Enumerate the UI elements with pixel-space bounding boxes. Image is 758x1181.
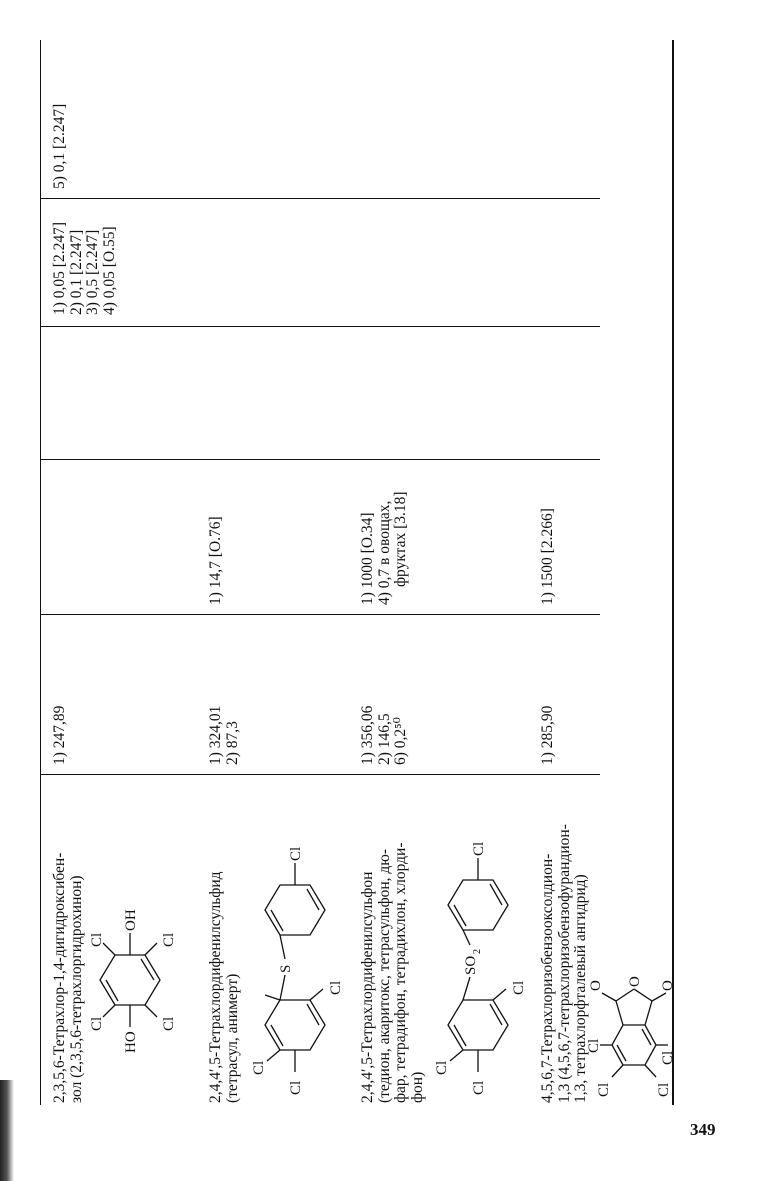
svg-text:2: 2 — [472, 949, 483, 954]
svg-text:Cl: Cl — [586, 1038, 602, 1053]
col-sep-3 — [40, 459, 600, 460]
svg-text:Cl: Cl — [89, 932, 105, 947]
svg-text:Cl: Cl — [251, 1060, 267, 1075]
svg-text:Cl: Cl — [656, 1082, 672, 1097]
oh-label: OH — [123, 909, 139, 931]
solubility-4: 1) 1500 [2.266] — [539, 508, 556, 605]
table-top-rule — [40, 40, 41, 1105]
svg-text:Cl: Cl — [660, 1050, 676, 1065]
toxicity-1: 1) 0,05 [2.247] 2) 0,1 [2.247] 3) 0,5 [2.247] 4) 0,05 [O.55] — [51, 222, 118, 315]
props-3: 1) 356,06 2) 146,5 6) 0,2⁵⁰ — [359, 705, 409, 765]
svg-text:Cl: Cl — [288, 846, 304, 861]
compound-name-2: 2,4,4′,5-Тетрахлордифенилсульфид (тетрасул, анимерт) — [207, 871, 241, 1103]
tetradifon-structure — [428, 775, 538, 1105]
svg-text:Cl: Cl — [471, 841, 487, 856]
compound-name-1: 2,3,5,6-Тетрахлор-1,4-дигидроксибен- зол (2,3,5,6-тетрахлоргидрохинон) — [51, 852, 85, 1103]
svg-text:Cl: Cl — [511, 980, 527, 995]
svg-text:O: O — [588, 980, 604, 991]
tetrasul-structure — [245, 775, 355, 1105]
extra-1: 5) 0,1 [2.247] — [51, 103, 68, 189]
hydroquinone-structure — [85, 845, 195, 1105]
svg-text:Cl: Cl — [434, 1060, 450, 1075]
scan-edge-shadow — [0, 1080, 14, 1181]
col-sep-4 — [40, 326, 600, 327]
svg-text:Cl: Cl — [328, 980, 344, 995]
svg-text:Cl: Cl — [471, 1080, 487, 1095]
props-1: 1) 247,89 — [51, 705, 68, 765]
col-sep-2 — [40, 614, 600, 615]
solubility-2: 1) 14,7 [O.76] — [207, 516, 224, 605]
page-number: 349 — [690, 1120, 716, 1139]
so2-label: SO — [463, 955, 479, 975]
ho-label: HO — [123, 1031, 139, 1053]
svg-text:Cl: Cl — [288, 1080, 304, 1095]
compound-name-4: 4,5,6,7-Тетрахлоризобензооксолдион- 1,3 (4,5,6,7-тетрахлоризобензофурандион- 1,3, тетрахлорфталевый ангидрид) — [539, 824, 589, 1103]
solubility-3: 1) 1000 [O.34] 4) 0,7 в овощах, фруктах [3.18] — [359, 491, 409, 605]
col-sep-5 — [40, 198, 600, 199]
svg-text:O: O — [627, 976, 643, 987]
anhydride-structure — [586, 775, 676, 1105]
rotated-table — [40, 40, 710, 1105]
sulfur-label: S — [278, 964, 294, 973]
compound-name-3: 2,4,4′,5-Тетрахлордифенилсульфон (тедион, акаритокс, тетрасульфон, дю- фар, тетрадифон, тетрадихлон, хлорди- фон) — [359, 842, 426, 1103]
svg-text:O: O — [660, 980, 676, 991]
svg-text:Cl: Cl — [161, 932, 177, 947]
svg-text:Cl: Cl — [596, 1082, 612, 1097]
props-4: 1) 285,90 — [539, 705, 556, 765]
props-2: 1) 324,01 2) 87,3 — [207, 705, 241, 765]
table-bottom-rule — [672, 40, 674, 1105]
svg-text:Cl: Cl — [89, 1016, 105, 1031]
svg-text:Cl: Cl — [161, 1016, 177, 1031]
